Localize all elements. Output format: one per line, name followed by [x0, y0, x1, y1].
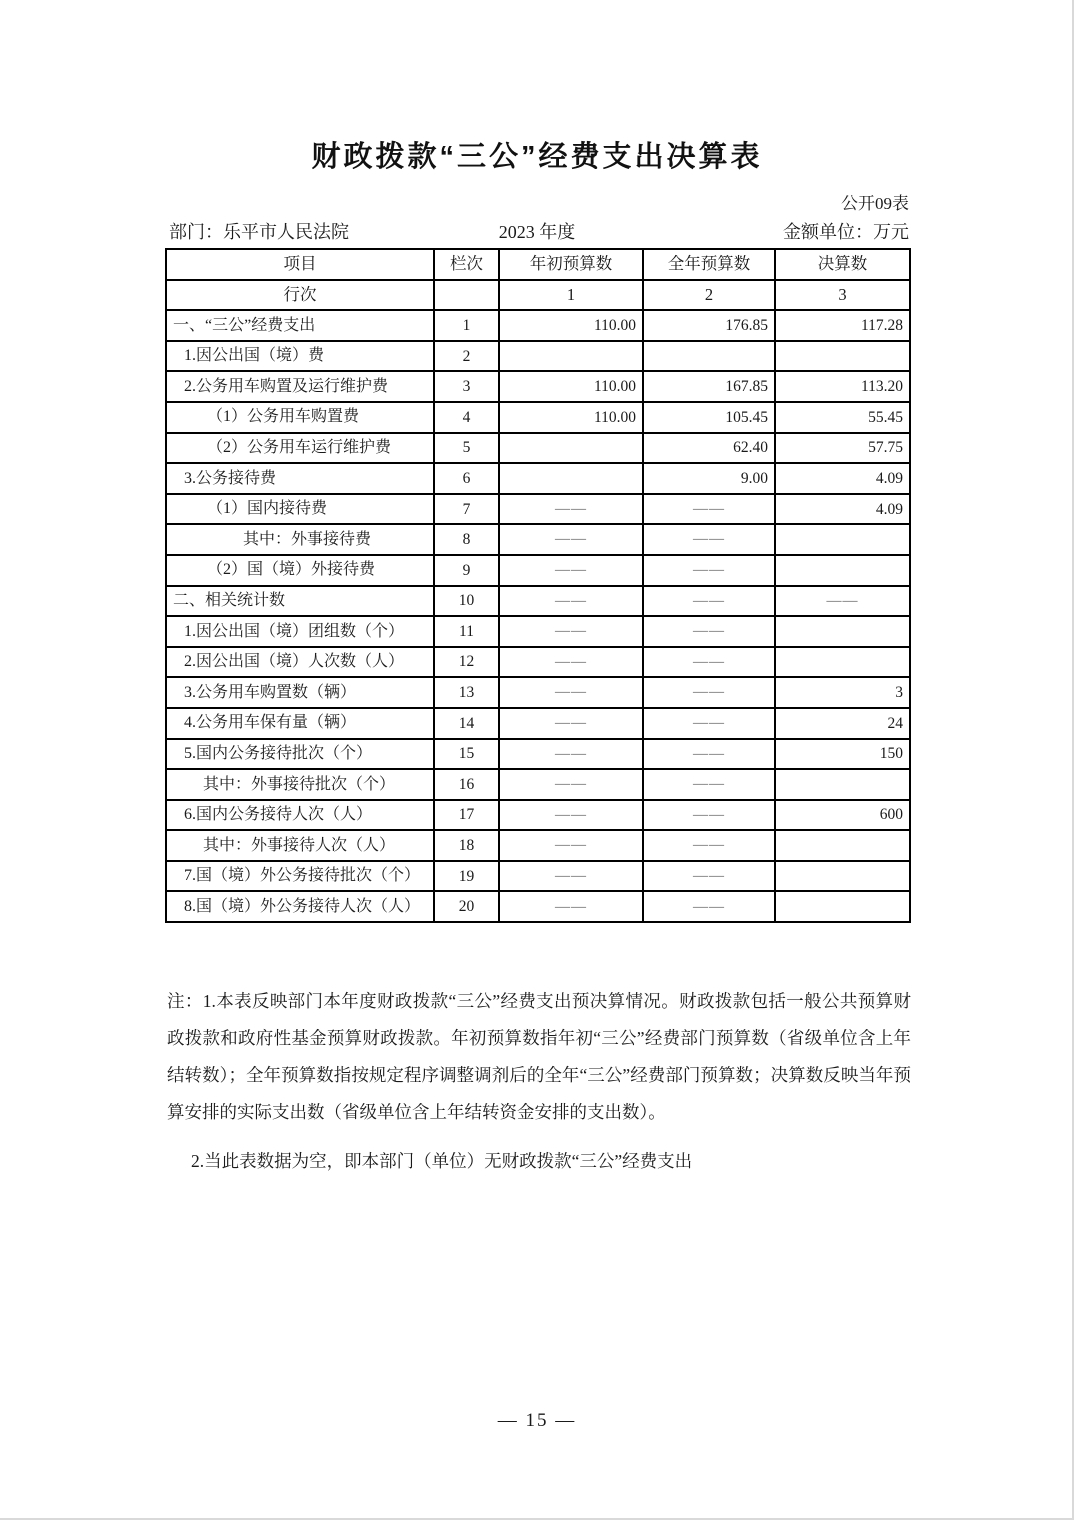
fiscal-year-label: 2023 年度	[498, 222, 576, 242]
row-value-col2: ——	[643, 739, 775, 770]
footnote-1: 注：1.本表反映部门本年度财政拨款“三公”经费支出预决算情况。财政拨款包括一般公共预算财政拨款和政府性基金预算财政拨款。年初预算数指年初“三公”经费部门预算数（省级单位含上年结转数）；全年预算数指按规定程序调整调剂后的全年“三公”经费部门预算数；决算数反映当年预算安排的实际支出数（省级单位含上年结转资金安排的支出数）。	[167, 991, 911, 1122]
row-item-label: （2）公务用车运行维护费	[166, 433, 434, 464]
amount-unit-label: 金额单位：万元	[783, 222, 909, 242]
table-row	[166, 677, 910, 708]
row-value-col3	[775, 861, 910, 892]
row-value-col3	[775, 616, 910, 647]
row-value-col3: 4.09	[775, 463, 910, 494]
table-row	[166, 402, 910, 433]
row-value-col1: 110.00	[499, 402, 643, 433]
row-item-label: 1.因公出国（境）费	[166, 341, 434, 372]
row-value-col2: ——	[643, 861, 775, 892]
row-item-label: 6.国内公务接待人次（人）	[166, 800, 434, 831]
table-row	[166, 433, 910, 464]
table-row	[166, 616, 910, 647]
row-lane-number: 16	[434, 769, 499, 800]
row-item-label: 5.国内公务接待批次（个）	[166, 739, 434, 770]
department-label: 部门：乐平市人民法院	[169, 222, 349, 242]
table-row	[166, 739, 910, 770]
row-lane-number: 4	[434, 402, 499, 433]
row-value-col3	[775, 555, 910, 586]
row-value-col2: ——	[643, 708, 775, 739]
row-value-col1: ——	[499, 769, 643, 800]
row-lane-number: 6	[434, 463, 499, 494]
footnote-2: 2.当此表数据为空，即本部门（单位）无财政拨款“三公”经费支出	[191, 1151, 693, 1171]
row-value-col3	[775, 341, 910, 372]
row-item-label: 其中：外事接待批次（个）	[166, 769, 434, 800]
table-row	[166, 800, 910, 831]
row-item-label: （2）国（境）外接待费	[166, 555, 434, 586]
row-value-col1: ——	[499, 800, 643, 831]
row-value-col1: ——	[499, 524, 643, 555]
row-value-col3	[775, 769, 910, 800]
row-lane-number: 11	[434, 616, 499, 647]
row-value-col2: ——	[643, 830, 775, 861]
table-row	[166, 769, 910, 800]
subheader-col-2: 2	[643, 280, 775, 311]
row-value-col2: 105.45	[643, 402, 775, 433]
row-lane-number: 8	[434, 524, 499, 555]
row-value-col2: ——	[643, 586, 775, 617]
row-value-col3	[775, 647, 910, 678]
row-item-label: 2.因公出国（境）人次数（人）	[166, 647, 434, 678]
row-value-col2: 62.40	[643, 433, 775, 464]
row-value-col1: 110.00	[499, 310, 643, 341]
table-body	[166, 310, 910, 922]
row-value-col1: ——	[499, 586, 643, 617]
row-item-label: （1）公务用车购置费	[166, 402, 434, 433]
row-value-col3	[775, 524, 910, 555]
row-item-label: 二、相关统计数	[166, 586, 434, 617]
row-value-col3: 55.45	[775, 402, 910, 433]
page-title: 财政拨款“三公”经费支出决算表	[311, 141, 763, 173]
row-value-col3: 600	[775, 800, 910, 831]
row-item-label: 其中：外事接待费	[166, 524, 434, 555]
row-value-col1	[499, 463, 643, 494]
row-value-col1: ——	[499, 708, 643, 739]
row-value-col2: ——	[643, 647, 775, 678]
table-row	[166, 524, 910, 555]
row-value-col2: 176.85	[643, 310, 775, 341]
row-item-label: 2.公务用车购置及运行维护费	[166, 371, 434, 402]
row-lane-number: 19	[434, 861, 499, 892]
table-row	[166, 830, 910, 861]
row-item-label: （1）国内接待费	[166, 494, 434, 525]
row-value-col3	[775, 830, 910, 861]
row-value-col3: 3	[775, 677, 910, 708]
form-code-label: 公开09表	[841, 194, 909, 213]
row-value-col3: 4.09	[775, 494, 910, 525]
row-value-col1: ——	[499, 861, 643, 892]
row-lane-number: 2	[434, 341, 499, 372]
row-value-col2	[643, 341, 775, 372]
row-value-col1	[499, 341, 643, 372]
row-value-col1: ——	[499, 739, 643, 770]
row-lane-number: 1	[434, 310, 499, 341]
row-lane-number: 17	[434, 800, 499, 831]
table-meta-line	[165, 218, 909, 242]
row-lane-number: 9	[434, 555, 499, 586]
row-value-col3	[775, 891, 910, 922]
row-value-col2: ——	[643, 555, 775, 586]
row-value-col2: ——	[643, 891, 775, 922]
row-item-label: 1.因公出国（境）团组数（个）	[166, 616, 434, 647]
table-header	[166, 249, 910, 310]
row-lane-number: 7	[434, 494, 499, 525]
row-value-col1: ——	[499, 830, 643, 861]
col-header-initial-budget: 年初预算数	[499, 249, 643, 280]
row-item-label: 4.公务用车保有量（辆）	[166, 708, 434, 739]
table-row	[166, 371, 910, 402]
three-public-expense-table	[165, 248, 911, 923]
row-lane-number: 3	[434, 371, 499, 402]
col-header-annual-budget: 全年预算数	[643, 249, 775, 280]
row-value-col1: ——	[499, 494, 643, 525]
row-value-col1: ——	[499, 677, 643, 708]
table-row	[166, 861, 910, 892]
subheader-col-1: 1	[499, 280, 643, 311]
row-value-col1: ——	[499, 616, 643, 647]
row-item-label: 一、“三公”经费支出	[166, 310, 434, 341]
subheader-item: 行次	[166, 280, 434, 311]
row-value-col2: ——	[643, 524, 775, 555]
table-row	[166, 310, 910, 341]
subheader-lane	[434, 280, 499, 311]
col-header-final: 决算数	[775, 249, 910, 280]
row-value-col2: ——	[643, 494, 775, 525]
row-value-col3: 117.28	[775, 310, 910, 341]
table-row	[166, 647, 910, 678]
row-lane-number: 5	[434, 433, 499, 464]
row-lane-number: 14	[434, 708, 499, 739]
row-value-col3: 113.20	[775, 371, 910, 402]
row-value-col1: ——	[499, 555, 643, 586]
row-value-col2: ——	[643, 769, 775, 800]
row-value-col1	[499, 433, 643, 464]
row-lane-number: 13	[434, 677, 499, 708]
subheader-col-3: 3	[775, 280, 910, 311]
row-value-col3: ——	[775, 586, 910, 617]
table-row	[166, 891, 910, 922]
footnotes	[167, 983, 911, 1180]
row-value-col1: ——	[499, 647, 643, 678]
row-value-col1: ——	[499, 891, 643, 922]
row-value-col3: 24	[775, 708, 910, 739]
row-lane-number: 15	[434, 739, 499, 770]
row-item-label: 其中：外事接待人次（人）	[166, 830, 434, 861]
table-row	[166, 463, 910, 494]
row-value-col3: 150	[775, 739, 910, 770]
row-value-col2: ——	[643, 616, 775, 647]
row-value-col3: 57.75	[775, 433, 910, 464]
row-lane-number: 20	[434, 891, 499, 922]
row-value-col2: ——	[643, 677, 775, 708]
row-lane-number: 10	[434, 586, 499, 617]
table-row	[166, 494, 910, 525]
row-lane-number: 18	[434, 830, 499, 861]
col-header-lane: 栏次	[434, 249, 499, 280]
table-row	[166, 586, 910, 617]
col-header-item: 项目	[166, 249, 434, 280]
header-row	[166, 249, 910, 280]
subheader-row	[166, 280, 910, 311]
page-number: — 15 —	[497, 1410, 577, 1431]
row-lane-number: 12	[434, 647, 499, 678]
table-row	[166, 555, 910, 586]
row-value-col2: ——	[643, 800, 775, 831]
row-item-label: 7.国（境）外公务接待批次（个）	[166, 861, 434, 892]
row-value-col1: 110.00	[499, 371, 643, 402]
row-item-label: 3.公务用车购置数（辆）	[166, 677, 434, 708]
row-item-label: 8.国（境）外公务接待人次（人）	[166, 891, 434, 922]
row-item-label: 3.公务接待费	[166, 463, 434, 494]
row-value-col2: 9.00	[643, 463, 775, 494]
table-row	[166, 341, 910, 372]
table-row	[166, 708, 910, 739]
row-value-col2: 167.85	[643, 371, 775, 402]
